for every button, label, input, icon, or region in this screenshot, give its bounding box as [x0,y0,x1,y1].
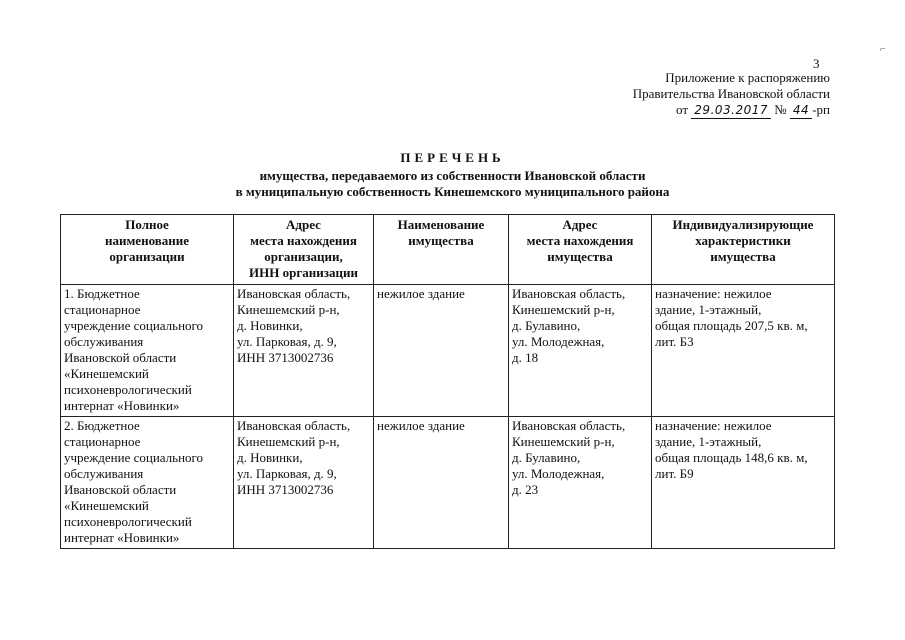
cell-organization: 2. Бюджетное стационарное учреждение социального обслуживания Ивановской области «Кинешемский психоневрологический интернат «Новинки» [61,417,234,549]
cell-org-address: Ивановская область, Кинешемский р-н, д. Новинки, ул. Парковая, д. 9, ИНН 3713002736 [234,285,374,417]
cell-property-name: нежилое здание [374,417,509,549]
cell-characteristics: назначение: нежилое здание, 1-этажный, общая площадь 148,6 кв. м, лит. Б9 [652,417,835,549]
document-title: ПЕРЕЧЕНЬ [400,150,505,165]
number-suffix: -рп [812,102,830,117]
appendix-header [633,70,830,119]
subtitle-line-1: имущества, передаваемого из собственности Ивановской области [259,168,646,183]
cell-organization: 1. Бюджетное стационарное учреждение социального обслуживания Ивановской области «Кинешемский психоневрологический интернат «Новинки» [61,285,234,417]
appendix-line-2: Правительства Ивановской области [632,86,830,101]
header-property-name: Наименование имущества [374,215,509,285]
cell-org-address: Ивановская область, Кинешемский р-н, д. Новинки, ул. Парковая, д. 9, ИНН 3713002736 [234,417,374,549]
cell-property-name: нежилое здание [374,285,509,417]
header-property-address: Адрес места нахождения имущества [509,215,652,285]
table-header-row [61,215,835,285]
page-number: 3 [813,56,820,71]
document-subtitle [0,168,905,200]
table-row [61,417,835,549]
cell-property-address: Ивановская область, Кинешемский р-н, д. Булавино, ул. Молодежная, д. 18 [509,285,652,417]
cell-property-address: Ивановская область, Кинешемский р-н, д. Булавино, ул. Молодежная, д. 23 [509,417,652,549]
from-label: от [676,102,689,117]
appendix-line-1: Приложение к распоряжению [665,70,830,85]
number-label: № [774,102,787,117]
subtitle-line-2: в муниципальную собственность Кинешемского муниципального района [235,184,670,199]
cell-characteristics: назначение: нежилое здание, 1-этажный, общая площадь 207,5 кв. м, лит. Б3 [652,285,835,417]
header-characteristics: Индивидуализирующие характеристики имущества [652,215,835,285]
header-organization: Полное наименование организации [61,215,234,285]
handwritten-date: 29.03.2017 [691,102,771,119]
handwritten-number: 44 [790,102,812,119]
appendix-line-3 [633,102,830,119]
table-row [61,285,835,417]
property-table [60,214,835,549]
scan-corner-mark: ⌐ [880,44,886,55]
header-org-address: Адрес места нахождения организации, ИНН организации [234,215,374,285]
